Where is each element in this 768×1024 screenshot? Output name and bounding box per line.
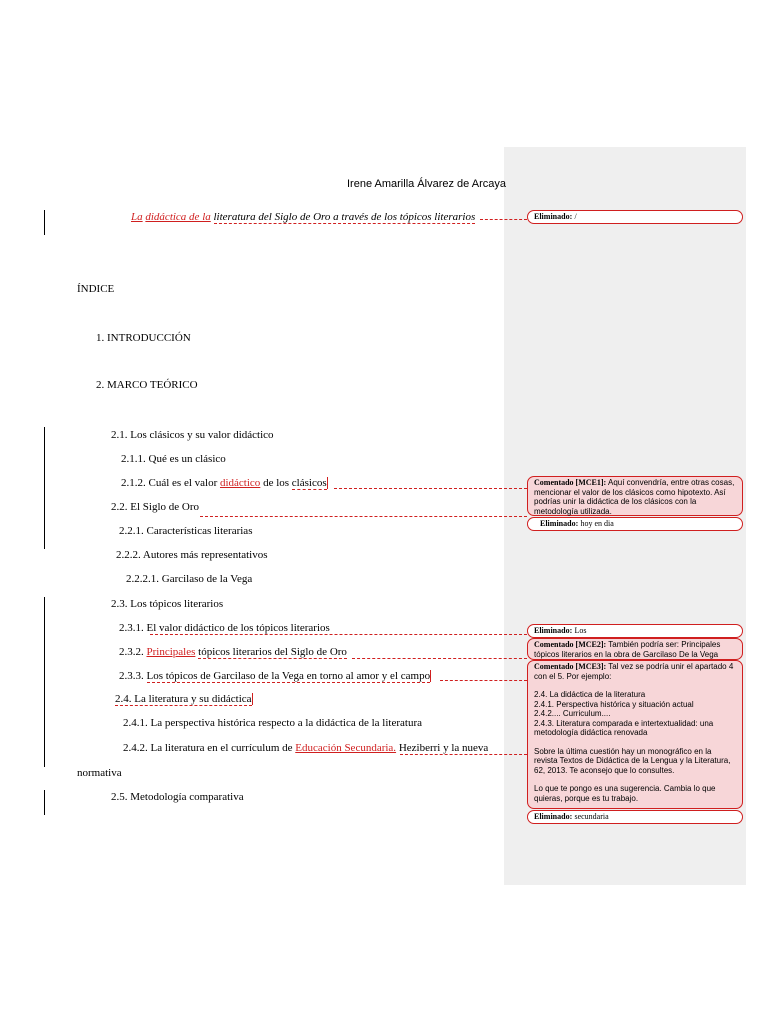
change-bar — [44, 597, 45, 767]
change-bar — [44, 790, 45, 815]
deletion-balloon[interactable]: Eliminado: Los — [527, 624, 743, 638]
toc-2-1[interactable]: 2.1. Los clásicos y su valor didáctico — [111, 429, 274, 441]
revision-connector — [200, 516, 527, 517]
comment-balloon-mce1[interactable]: Comentado [MCE1]: Aquí convendría, entre otras cosas, mencionar el valor de los clásicos como hipotexto. Así podrías unir la didáctica de los clásicos con la metodología utilizada. — [527, 476, 743, 516]
commented-topicos-garcilaso: Los tópicos de Garcilaso de la Vega en torno al amor y el campo — [146, 670, 431, 682]
revision-connector — [480, 219, 527, 220]
comment-connector — [334, 488, 527, 489]
comment-connector — [440, 680, 527, 681]
comment-balloon-mce3[interactable]: Comentado [MCE3]: Tal vez se podría unir el apartado 4 con el 5. Por ejemplo: 2.4. La didáctica de la literatura 2.4.1. Perspectiva histórica y situación actual 2.4.2.... Curriculum.... 2.4.3. Literatura comparada e intertextualidad: una metodología didáctica renovada Sobre la última cuestión hay un monográfico en la revista Textos de Didáctica de la Lengua y la Literatura, 62, 2013. Te aconsejo que lo consultes. Lo que te pongo es una sugerencia. Cambia lo que quieras, porque es tu trabajo. — [527, 660, 743, 809]
revision-connector — [150, 634, 527, 635]
toc-2-3-3[interactable]: 2.3.3. Los tópicos de Garcilaso de la Vega en torno al amor y el campo — [119, 670, 431, 682]
toc-2-1-1[interactable]: 2.1.1. Qué es un clásico — [121, 453, 226, 465]
toc-2-3-1[interactable]: 2.3.1. El valor didáctico de los tópicos literarios — [119, 622, 330, 634]
deletion-balloon[interactable]: Eliminado: hoy en dia — [527, 517, 743, 531]
revision-connector — [400, 754, 527, 755]
inserted-principales: Principales — [146, 646, 196, 658]
change-bar — [44, 210, 45, 235]
index-heading: ÍNDICE — [77, 283, 115, 295]
toc-2-2[interactable]: 2.2. El Siglo de Oro — [111, 501, 199, 513]
comment-anchor — [327, 477, 328, 489]
title-inserted-didactica: didáctica de la — [145, 211, 211, 223]
toc-2-1-2[interactable]: 2.1.2. Cuál es el valor didáctico de los clásicos — [121, 477, 327, 489]
commented-clasicos: clásicos — [291, 477, 327, 489]
deletion-balloon[interactable]: Eliminado: / — [527, 210, 743, 224]
inserted-didactico: didáctico — [219, 477, 261, 489]
comment-balloon-mce2[interactable]: Comentado [MCE2]: También podría ser: Principales tópicos literarios en la obra de Garcilaso De la Vega — [527, 638, 743, 660]
toc-2-4-2[interactable]: 2.4.2. La literatura en el currículum de Educación Secundaria. Heziberri y la nueva — [123, 742, 489, 754]
author-name: Irene Amarilla Álvarez de Arcaya — [347, 178, 506, 190]
change-bar — [44, 427, 45, 549]
comment-anchor — [252, 693, 253, 705]
title-inserted-la: La — [131, 211, 143, 223]
toc-2-2-2-1[interactable]: 2.2.2.1. Garcilaso de la Vega — [126, 573, 253, 585]
document-title — [131, 211, 475, 223]
toc-2-2-2[interactable]: 2.2.2. Autores más representativos — [116, 549, 268, 561]
toc-marco-teorico[interactable]: 2. MARCO TEÓRICO — [96, 379, 198, 391]
comment-connector — [352, 658, 527, 659]
title-main: literatura del Siglo de Oro a través de los tópicos literarios — [213, 211, 476, 223]
toc-introduccion[interactable]: 1. INTRODUCCIÓN — [96, 332, 191, 344]
deletion-balloon[interactable]: Eliminado: secundaria — [527, 810, 743, 824]
inserted-educacion-secundaria: Educación Secundaria. — [295, 742, 397, 754]
toc-2-4-2-continued: normativa — [77, 767, 122, 779]
toc-2-5[interactable]: 2.5. Metodología comparativa — [111, 791, 244, 803]
toc-2-4[interactable]: 2.4. La literatura y su didáctica — [115, 693, 252, 705]
toc-2-3-2[interactable]: 2.3.2. Principales tópicos literarios del Siglo de Oro — [119, 646, 347, 658]
toc-2-4-1[interactable]: 2.4.1. La perspectiva histórica respecto a la didáctica de la literatura — [123, 717, 422, 729]
toc-2-2-1[interactable]: 2.2.1. Características literarias — [119, 525, 253, 537]
comment-anchor — [430, 670, 431, 682]
toc-2-3[interactable]: 2.3. Los tópicos literarios — [111, 598, 224, 610]
